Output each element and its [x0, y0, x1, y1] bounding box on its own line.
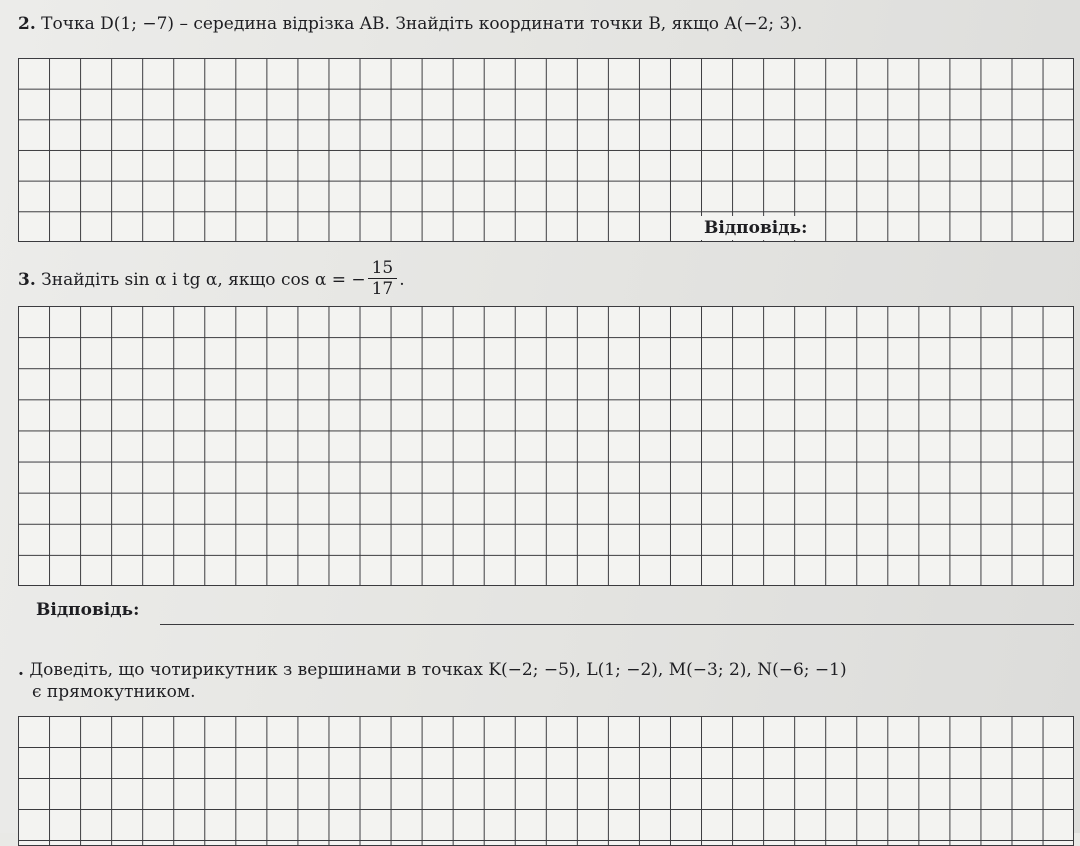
task-3-answer-grid[interactable] [18, 306, 1074, 586]
fraction-denominator: 17 [368, 278, 398, 299]
task-4-number: . [18, 660, 24, 680]
task-3-answer-rule [160, 624, 1074, 625]
task-4-line-1: Доведіть, що чотирикутник з вершинами в точках K(−2; −5), L(1; −2), M(−3; 2), N(−6; −1) [29, 660, 847, 680]
task-3 [18, 260, 405, 301]
task-3-fraction [368, 258, 398, 299]
task-4-line-2-wrap [32, 680, 196, 704]
task-2-number: 2. [18, 14, 36, 34]
task-2-answer-label: Відповідь: [698, 216, 813, 240]
task-3-text: Знайдіть sin α і tg α, якщо cos α = − [41, 270, 366, 290]
task-3-answer-label: Відповідь: [36, 600, 140, 620]
task-3-number: 3. [18, 270, 36, 290]
task-4-answer-grid[interactable] [18, 716, 1074, 846]
task-4 [18, 658, 847, 682]
task-2 [18, 12, 802, 36]
task-3-period: . [399, 270, 405, 290]
task-4-line-2: є прямокутником. [32, 682, 196, 702]
fraction-numerator: 15 [371, 258, 394, 278]
task-2-text: Точка D(1; −7) – середина відрізка AB. Знайдіть координати точки B, якщо A(−2; 3). [41, 14, 803, 34]
task-2-answer-grid[interactable] [18, 58, 1074, 242]
